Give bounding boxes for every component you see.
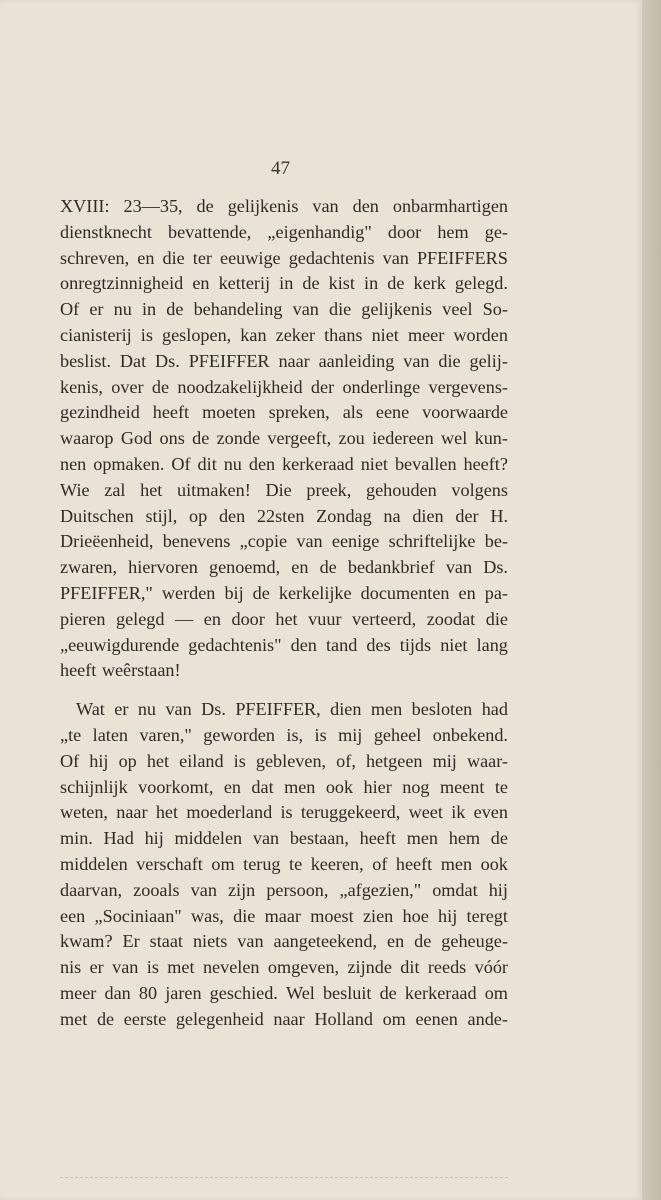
text-line: een „Sociniaan" was, die maar moest zien hoe hij teregt (60, 905, 508, 926)
text-line: daarvan, zooals van zijn persoon, „afgezien," omdat hij (60, 879, 508, 900)
text-line: pieren gelegd — en door het vuur verteerd, zoodat die (60, 608, 508, 629)
text-line: XVIII: 23—35, de gelijkenis van den onbarmhartigen (60, 196, 508, 216)
text-line: zwaren, hiervoren genoemd, en de bedankbrief van Ds. (60, 557, 508, 578)
text-line: gezindheid heeft moeten spreken, als eene voorwaarde (60, 402, 508, 423)
text-line: Drieëenheid, benevens „copie van eenige schriftelijke be- (60, 531, 508, 552)
text-line: cianisterij is geslopen, kan zeker thans niet meer worden (60, 324, 508, 345)
text-line: min. Had hij middelen van bestaan, heeft men hem de (60, 828, 508, 849)
text-line: Of er nu in de behandeling van die gelijkenis veel So- (60, 299, 508, 320)
text-line: weten, naar het moederland is teruggekeerd, weet ik even (60, 802, 508, 823)
text-line: nis er van is met nevelen omgeven, zijnde dit reeds vóór (60, 957, 508, 978)
text-line: waarop God ons de zonde vergeeft, zou iedereen wel kun- (60, 428, 508, 449)
text-line: PFEIFFER," werden bij de kerkelijke documenten en pa- (60, 582, 508, 603)
text-line: Wat er nu van Ds. PFEIFFER, dien men besloten had (76, 699, 508, 720)
text-line: met de eerste gelegenheid naar Holland om eenen ande- (60, 1008, 508, 1029)
page-number: 47 (271, 158, 290, 179)
text-line: nen opmaken. Of dit nu den kerkeraad niet bevallen heeft? (60, 453, 508, 474)
text-line: Duitschen stijl, op den 22sten Zondag na dien der H. (60, 505, 508, 526)
text-line: dienstknecht bevattende, „eigenhandig" door hem ge- (60, 221, 508, 242)
text-line: „te laten varen," geworden is, is mij geheel onbekend. (60, 724, 508, 745)
text-line: middelen verschaft om terug te keeren, of heeft men ook (60, 853, 508, 874)
body-text (60, 194, 508, 1033)
text-line: Wie zal het uitmaken! Die preek, gehouden volgens (60, 479, 508, 500)
page-bottom-rule (60, 1177, 508, 1179)
text-line: kenis, over de noodzakelijkheid der onderlinge vergevens- (60, 376, 508, 397)
text-line: schijnlijk voorkomt, en dat men ook hier nog meent te (60, 776, 508, 797)
page-edge (642, 0, 661, 1200)
text-line: Of hij op het eiland is gebleven, of, hetgeen mij waar- (60, 750, 508, 771)
text-line: heeft weêrstaan! (60, 660, 181, 681)
text-line: kwam? Er staat niets van aangeteekend, en de geheuge- (60, 931, 508, 952)
text-line: beslist. Dat Ds. PFEIFFER naar aanleiding van die gelij- (60, 350, 508, 371)
text-line: meer dan 80 jaren geschied. Wel besluit de kerkeraad om (60, 982, 508, 1003)
text-line: onregtzinnigheid en ketterij in de kist in de kerk gelegd. (60, 273, 508, 294)
text-line: schreven, en die ter eeuwige gedachtenis van PFEIFFERS (60, 247, 508, 268)
text-line: „eeuwigdurende gedachtenis" den tand des tijds niet lang (60, 634, 508, 655)
